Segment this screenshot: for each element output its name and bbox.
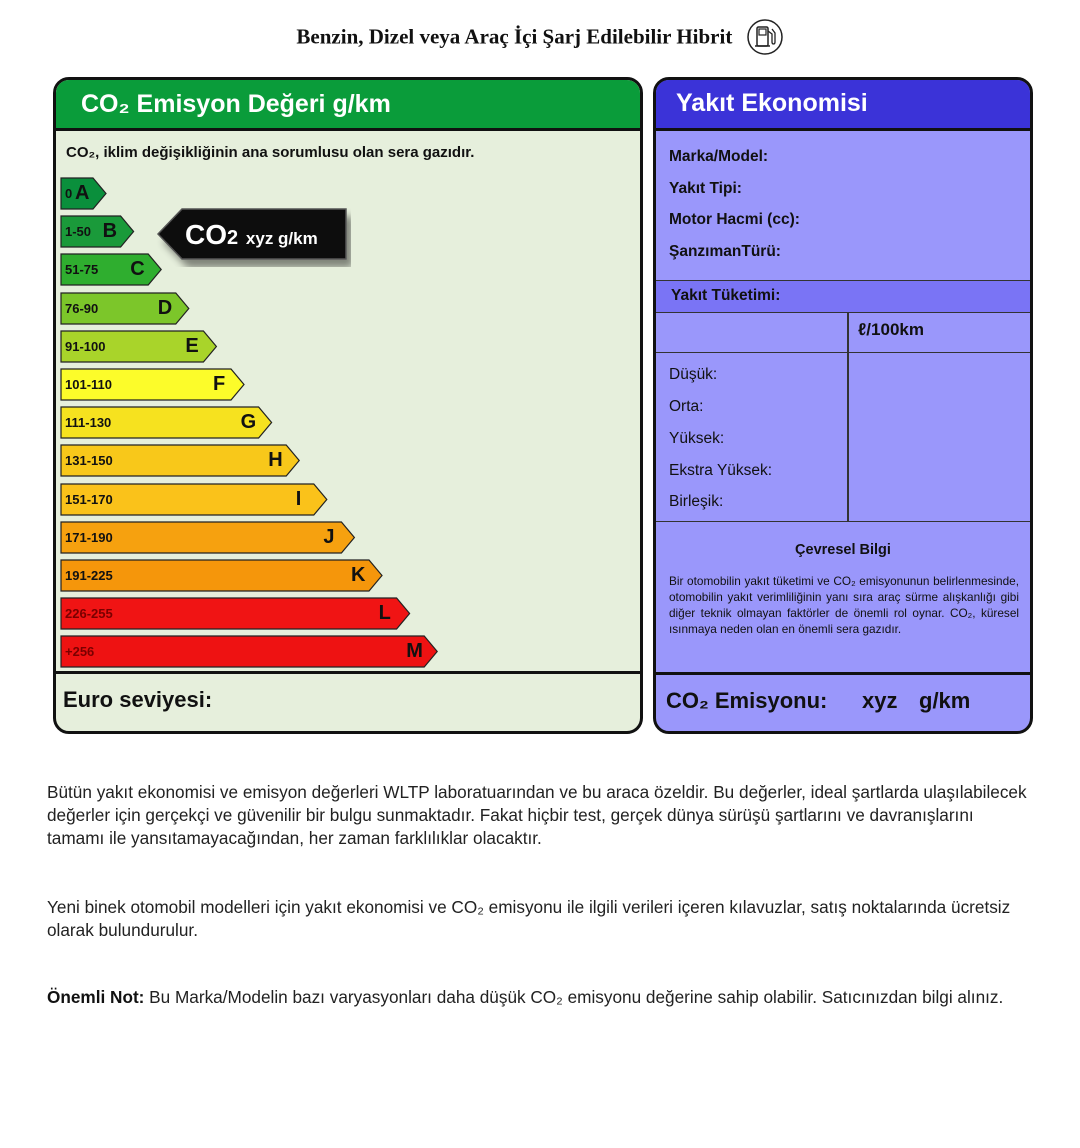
consumption-unit-row <box>656 313 1030 353</box>
co2-band-range: 0 <box>65 186 73 201</box>
consumption-medium: Orta: <box>669 398 704 415</box>
page-title-text: Benzin, Dizel veya Araç İçi Şarj Edilebilir Hibrit <box>296 24 733 49</box>
info-label-model: Marka/Model: <box>669 148 769 165</box>
consumption-low: Düşük: <box>669 366 718 383</box>
co2-band-letter: M <box>406 640 423 663</box>
co2-band-range: +256 <box>65 644 95 660</box>
co2-band-range: 131-150 <box>65 453 113 469</box>
co2-band-letter: E <box>185 334 199 357</box>
environment-title: Çevresel Bilgi <box>795 542 891 558</box>
paragraph-wltp: Bütün yakıt ekonomisi ve emisyon değerleri WLTP laboratuarından ve bu araca özeldir. Bu değerler, ideal şartlarda ulaşılabilecek değerler için gerçekçi ve güvenilir bir bulgu sunmaktadır. Fakat hiçbir test, gerçek dünya sürüşü şartlarını ve davranışlarını tamamı ile yansıtamayacağından, her zaman farklılıklar olacaktır. <box>47 782 1027 848</box>
co2-band-d <box>60 292 189 325</box>
consumption-high: Yüksek: <box>669 430 725 447</box>
emission-row <box>656 672 1030 734</box>
co2-band-a <box>60 177 106 210</box>
co2-band-range: 51-75 <box>65 262 99 278</box>
info-label-engine: Motor Hacmi (cc): <box>669 211 800 228</box>
co2-band-range: 76-90 <box>65 300 99 316</box>
fuel-economy-panel <box>653 77 1033 734</box>
co2-band-letter: I <box>295 487 302 510</box>
co2-band-letter: G <box>240 411 257 434</box>
co2-band-letter: H <box>268 449 283 472</box>
page-title <box>0 18 1080 56</box>
co2-band-range: 111-130 <box>65 415 112 431</box>
note-label: Önemli Not: <box>47 987 145 1007</box>
co2-band-letter: B <box>102 220 118 243</box>
co2-band-k <box>60 559 382 592</box>
co2-band-letter: A <box>75 182 90 204</box>
emission-value: xyz <box>862 688 898 713</box>
co2-band-letter: L <box>378 602 391 625</box>
co2-band-letter: D <box>157 296 173 319</box>
paragraph-note <box>47 986 1035 1009</box>
co2-band-range: 226-255 <box>65 606 113 622</box>
euro-level-label: Euro seviyesi: <box>56 671 640 731</box>
note-text: Bu Marka/Modelin bazı varyasyonları daha düşük CO₂ emisyonu değerine sahip olabilir. Satıcınızdan bilgi alınız. <box>144 987 1004 1007</box>
co2-value-pointer <box>156 207 351 267</box>
co2-band-letter: K <box>351 564 366 586</box>
co2-band-shape <box>61 598 410 629</box>
co2-description: CO₂, iklim değişikliğinin ana sorumlusu olan sera gazıdır. <box>66 144 475 161</box>
co2-band-g <box>60 406 272 439</box>
co2-band-i <box>60 483 327 516</box>
co2-band-l <box>60 597 410 630</box>
co2-band-range: 1-50 <box>65 224 92 240</box>
co2-band-letter: J <box>323 525 335 548</box>
co2-band-range: 101-110 <box>65 377 112 392</box>
co2-band-range: 191-225 <box>65 568 113 583</box>
consumption-extra-high: Ekstra Yüksek: <box>669 462 773 479</box>
fuel-panel-title: Yakıt Ekonomisi <box>656 80 1030 131</box>
emission-unit: g/km <box>919 688 971 713</box>
co2-band-h <box>60 444 299 477</box>
co2-band-range: 91-100 <box>65 338 106 354</box>
co2-panel-title: CO₂ Emisyon Değeri g/km <box>56 80 640 131</box>
co2-band-letter: C <box>130 258 145 281</box>
co2-band-letter: F <box>213 373 226 395</box>
consumption-combined: Birleşik: <box>669 493 724 510</box>
emission-label: CO₂ Emisyonu: <box>666 688 828 713</box>
co2-band-c <box>60 253 161 286</box>
pointer-text: CO2 xyz g/km <box>185 219 318 250</box>
co2-band-range: 151-170 <box>65 491 113 507</box>
co2-band-shape <box>61 636 437 667</box>
co2-band-j <box>60 521 354 554</box>
co2-band-range: 171-190 <box>65 529 113 545</box>
fuel-pump-icon <box>746 18 784 56</box>
table-divider <box>847 313 849 521</box>
info-label-fuel-type: Yakıt Tipi: <box>669 180 742 197</box>
co2-band-f <box>60 368 244 401</box>
consumption-unit: ℓ/100km <box>858 320 924 339</box>
co2-band-m <box>60 635 437 668</box>
paragraph-guides: Yeni binek otomobil modelleri için yakıt ekonomisi ve CO₂ emisyonu ile ilgili verileri içeren kılavuzlar, satış noktalarında ücretsiz olarak bulundurulur. <box>47 897 1011 940</box>
info-label-transmission: ŞanzımanTürü: <box>669 243 781 260</box>
co2-band-b <box>60 215 134 248</box>
environment-info <box>656 521 1030 675</box>
consumption-header: Yakıt Tüketimi: <box>656 280 1030 313</box>
environment-text: Bir otomobilin yakıt tüketimi ve CO₂ emisyonunun belirlenmesinde, otomobilin yakıt verimliliğinin yanı sıra araç sürme alışkanlığı gibi diğer teknik olmayan faktörler de önemli rol oynar. CO₂, küresel ısınmaya neden olan en önemli sera gazıdır. <box>669 574 1019 636</box>
co2-panel <box>53 77 643 734</box>
co2-band-e <box>60 330 216 363</box>
